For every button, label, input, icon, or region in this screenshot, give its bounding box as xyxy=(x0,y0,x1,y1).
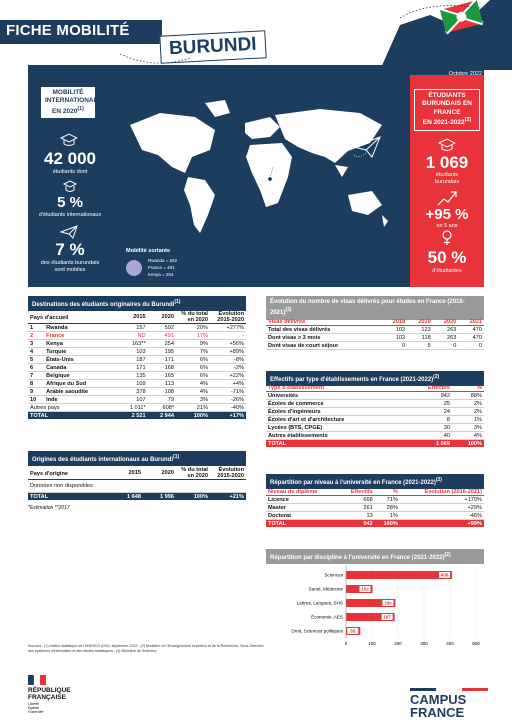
table-cell: 4% xyxy=(452,432,484,440)
no-data-cell: Données non disponibles xyxy=(28,480,246,493)
table-cell: 5 xyxy=(407,342,433,350)
column-header: Type d'établissement xyxy=(266,384,406,392)
table-cell: +17% xyxy=(210,412,246,420)
table-cell: 171 xyxy=(148,356,176,364)
table-cell: Total des visas délivrés xyxy=(266,326,382,334)
paper-plane-icon xyxy=(60,225,78,239)
table-cell: 8 xyxy=(406,416,452,424)
establishments-table-title: Effectifs par type d'établissements en France (2021-2022)$^{(2)}$ xyxy=(266,371,484,386)
table-cell: -8% xyxy=(210,356,246,364)
table-cell: Dont visas de court séjour xyxy=(266,342,382,350)
table-cell: 7 xyxy=(28,372,44,380)
visas-table-title: Évolution du nombre de visas délivrés pour études en France (2018-2021)$^{(3)}$ xyxy=(266,296,484,320)
category-label: Sciences xyxy=(324,572,343,578)
legend-item: France = 491 xyxy=(148,264,175,270)
rf-motto: Liberté xyxy=(28,702,39,706)
table-cell: 1 648 xyxy=(110,493,143,501)
table-cell: 1% xyxy=(452,416,484,424)
table-cell: +89% xyxy=(210,348,246,356)
table-cell: Lycées (BTS, CPGE) xyxy=(266,424,406,432)
globe-icon xyxy=(62,180,78,194)
table-cell: 1% xyxy=(375,512,400,520)
table-cell: 2% xyxy=(452,408,484,416)
table-cell: 1 xyxy=(28,324,44,332)
legend-item: Rwanda = 592 xyxy=(148,258,178,263)
column-header: Pays d'accueil xyxy=(28,310,117,324)
column-header: 2015 xyxy=(117,310,148,324)
table-cell: 28% xyxy=(375,504,400,512)
table-cell: Licence xyxy=(266,496,339,504)
students-in-france-label: ÉTUDIANTS BURUNDAIS EN FRANCE EN 2021-2022$^{(2)}$ xyxy=(414,89,480,131)
table-cell: 592 xyxy=(148,324,176,332)
table-cell: -2% xyxy=(210,364,246,372)
column-header: 2019 xyxy=(407,318,433,326)
category-label: Lettres, Langues, SHS xyxy=(296,600,343,606)
table-cell: Turquie xyxy=(44,348,116,356)
category-label: Économie, AES xyxy=(311,614,343,620)
x-tick-label: 500 xyxy=(472,641,480,646)
table-cell: 118 xyxy=(407,334,433,342)
x-tick-label: 100 xyxy=(368,641,376,646)
column-header: % du total en 2020 xyxy=(176,466,210,480)
table-cell: 6% xyxy=(176,356,210,364)
table-cell: -71% xyxy=(210,388,246,396)
table-cell: 13 xyxy=(339,512,375,520)
column-header: 2020 xyxy=(143,466,176,480)
table-cell: 168 xyxy=(148,364,176,372)
column-header: 2021 xyxy=(458,318,484,326)
column-header: % xyxy=(452,384,484,392)
table-cell: 5 xyxy=(28,356,44,364)
category-label: Santé, Médecine xyxy=(308,586,343,592)
table-cell: 608* xyxy=(148,404,176,412)
legend-title: Mobilité sortante xyxy=(126,248,171,254)
international-students-label: d'étudiants internationaux xyxy=(38,212,102,218)
world-map xyxy=(120,95,400,245)
table-cell: - xyxy=(210,332,246,340)
column-header: Effectifs xyxy=(406,384,452,392)
chart-bar xyxy=(346,571,452,579)
table-cell: 109 xyxy=(117,380,148,388)
table-cell: 40 xyxy=(406,432,452,440)
table-cell: 30 xyxy=(406,424,452,432)
table-cell: -26% xyxy=(210,396,246,404)
establishments-table xyxy=(266,384,484,447)
paper-plane-decoration-icon xyxy=(352,135,382,159)
table-cell: 20% xyxy=(176,324,210,332)
table-cell: 163** xyxy=(117,340,148,348)
table-cell: 100% xyxy=(452,440,484,448)
table-cell: Autres pays xyxy=(28,404,117,412)
table-cell: 195 xyxy=(148,348,176,356)
column-header: 2015 xyxy=(110,466,143,480)
table-cell: +99% xyxy=(400,520,484,528)
column-header: 2018 xyxy=(382,318,408,326)
table-cell: Canada xyxy=(44,364,116,372)
discipline-chart-title: Répartition par discipline à l'université en France (2021-2022)$^{(2)}$ xyxy=(266,549,484,564)
table-cell: 1 069 xyxy=(406,440,452,448)
table-cell: 0 xyxy=(458,342,484,350)
discipline-bar-chart xyxy=(266,562,488,650)
campus-france-logo xyxy=(410,688,488,719)
rf-name-line2: FRANÇAISE xyxy=(28,694,66,701)
table-cell: 2 944 xyxy=(148,412,176,420)
column-header: 2020 xyxy=(433,318,459,326)
table-cell: TOTAL xyxy=(266,440,406,448)
table-cell: Arabie saoudite xyxy=(44,388,116,396)
table-cell: Dont visas > 3 mois xyxy=(266,334,382,342)
mobile-students-label-line2: sont mobiles xyxy=(54,267,86,273)
burundi-marker xyxy=(268,177,272,181)
table-cell: 6% xyxy=(176,372,210,380)
growth-label: en 5 ans xyxy=(436,223,458,229)
table-cell: France xyxy=(44,332,116,340)
destinations-table-title: Destinations des étudiants originaires du Burundi$^{(1)}$ xyxy=(28,296,246,311)
legend-bubble-icon xyxy=(126,260,142,276)
column-header: Niveau de diplôme xyxy=(266,488,339,496)
data-label: 190 xyxy=(384,600,392,606)
table-cell: Écoles d'ingénieurs xyxy=(266,408,406,416)
table-cell: 17% xyxy=(176,332,210,340)
table-cell: +22% xyxy=(210,372,246,380)
table-cell: -40% xyxy=(210,404,246,412)
data-label: 187 xyxy=(383,614,391,620)
table-cell: 71% xyxy=(375,496,400,504)
table-cell: 157 xyxy=(117,324,148,332)
table-cell: 2% xyxy=(452,400,484,408)
table-cell: 4% xyxy=(176,380,210,388)
table-cell: 3% xyxy=(176,396,210,404)
column-header: Visas délivrés xyxy=(266,318,382,326)
table-cell: 123 xyxy=(407,326,433,334)
table-cell: 9 xyxy=(28,388,44,396)
data-label: 102 xyxy=(361,586,369,592)
table-cell: 107 xyxy=(117,396,148,404)
table-cell: 102 xyxy=(382,326,408,334)
table-cell: 100% xyxy=(176,412,210,420)
table-cell: 491 xyxy=(148,332,176,340)
table-cell: 165 xyxy=(148,372,176,380)
destinations-table xyxy=(28,310,246,419)
table-cell: 470 xyxy=(458,326,484,334)
rf-motto: Égalité xyxy=(28,706,39,710)
table-cell: 4% xyxy=(176,388,210,396)
outgoing-mobility-legend xyxy=(126,248,178,277)
table-cell: 3% xyxy=(452,424,484,432)
table-cell: 942 xyxy=(339,520,375,528)
publication-date: Octobre 2022 xyxy=(448,71,482,77)
x-tick-label: 400 xyxy=(446,641,454,646)
table-cell: 1 996 xyxy=(143,493,176,501)
table-cell: 135 xyxy=(117,372,148,380)
data-label: 55 xyxy=(350,628,356,634)
table-cell: 10 xyxy=(28,396,44,404)
column-header: Effectifs xyxy=(339,488,375,496)
column-header: 2020 xyxy=(148,310,176,324)
table-cell: +29% xyxy=(400,504,484,512)
total-students-value: 42 000 xyxy=(44,149,96,168)
table-cell: 100% xyxy=(176,493,210,501)
campus-france-line2: FRANCE xyxy=(410,705,465,720)
table-cell: États-Unis xyxy=(44,356,116,364)
rf-name-line1: RÉPUBLIQUE xyxy=(28,687,71,694)
level-table-title: Répartition par niveau à l'université en France (2021-2022)$^{(2)}$ xyxy=(266,474,484,489)
table-cell: 79 xyxy=(148,396,176,404)
table-cell: ND xyxy=(117,332,148,340)
growth-value: +95 % xyxy=(425,206,469,223)
table-cell: Inde xyxy=(44,396,116,404)
students-in-france-label: étudiants burundais xyxy=(434,172,460,185)
table-cell: Autres établissements xyxy=(266,432,406,440)
mobile-students-label-line1: des étudiants burundais xyxy=(40,260,100,266)
table-cell: 254 xyxy=(148,340,176,348)
column-header: Pays d'origine xyxy=(28,466,110,480)
table-cell: 1 011* xyxy=(117,404,148,412)
origins-table xyxy=(28,466,246,500)
table-cell: 171 xyxy=(117,364,148,372)
column-header: Évolution (2016-2021) xyxy=(400,488,484,496)
table-cell: TOTAL xyxy=(28,412,117,420)
table-footnote: *Estimation **2017 xyxy=(28,505,70,511)
female-students-percent: 50 % xyxy=(427,248,467,267)
origins-table-title: Origines des étudiants internationaux au Burundi$^{(1)}$ xyxy=(28,451,246,466)
table-cell: 113 xyxy=(148,380,176,388)
campus-france-line1: CAMPUS xyxy=(410,692,467,707)
table-cell: TOTAL xyxy=(28,493,110,501)
level-table xyxy=(266,488,484,527)
table-cell: 103 xyxy=(117,348,148,356)
table-cell: 7% xyxy=(176,348,210,356)
table-cell: 100% xyxy=(375,520,400,528)
table-cell: 0 xyxy=(433,342,459,350)
graduation-cap-icon xyxy=(60,133,78,147)
table-cell: 378 xyxy=(117,388,148,396)
table-cell: -46% xyxy=(400,512,484,520)
visas-table xyxy=(266,318,484,350)
column-header: Évolution 2015-2020 xyxy=(210,466,246,480)
table-cell: 3 xyxy=(28,340,44,348)
table-cell: 187 xyxy=(117,356,148,364)
mobile-students-percent: 7 % xyxy=(55,240,85,259)
table-cell: Universités xyxy=(266,392,406,400)
table-cell: +277% xyxy=(210,324,246,332)
table-cell: 88% xyxy=(452,392,484,400)
table-cell: 6 xyxy=(28,364,44,372)
female-students-label: d'étudiantes xyxy=(432,268,462,274)
table-cell: 470 xyxy=(458,334,484,342)
table-cell: +56% xyxy=(210,340,246,348)
international-students-percent: 5 % xyxy=(57,194,83,211)
country-name: BURUNDI xyxy=(159,30,266,63)
table-cell: +21% xyxy=(210,493,246,501)
table-cell: Afrique du Sud xyxy=(44,380,116,388)
table-cell: Écoles de commerce xyxy=(266,400,406,408)
rf-motto: Fraternité xyxy=(28,710,44,714)
sources-note: Sources : (1) Institut statistique de l'UNESCO (ISU), septembre 2022 ; (2) Ministère de l'Enseignement supérieur et de la Recherche, Sous-Direction des systèmes d'information et des études statistiques ; (3) Ministère de l'Intérieur. xyxy=(28,644,264,654)
table-cell: 25 xyxy=(406,400,452,408)
column-header: Évolution 2015-2020 xyxy=(210,310,246,324)
table-cell: 24 xyxy=(406,408,452,416)
category-label: Droit, Sciences politiques xyxy=(291,628,343,634)
students-in-france-value: 1 069 xyxy=(425,153,469,172)
trend-up-icon xyxy=(437,190,457,206)
column-header: % xyxy=(375,488,400,496)
table-cell: Écoles d'art et d'architecture xyxy=(266,416,406,424)
table-cell: 668 xyxy=(339,496,375,504)
page-title: FICHE MOBILITÉ xyxy=(6,22,130,39)
table-cell: 6% xyxy=(176,364,210,372)
table-cell: Doctorat xyxy=(266,512,339,520)
table-cell: Belgique xyxy=(44,372,116,380)
table-cell: 8 xyxy=(28,380,44,388)
table-cell: 2 xyxy=(28,332,44,340)
table-cell: 4 xyxy=(28,348,44,356)
table-cell: 9% xyxy=(176,340,210,348)
table-cell: 102 xyxy=(382,334,408,342)
table-cell: TOTAL xyxy=(266,520,339,528)
international-mobility-label: MOBILITÉ INTERNATIONALE EN 2020$^{(1)}$ xyxy=(40,86,96,119)
table-cell: +4% xyxy=(210,380,246,388)
header-decoration xyxy=(360,0,512,70)
table-cell: 263 xyxy=(433,334,459,342)
data-label: 408 xyxy=(440,572,449,578)
republique-francaise-logo xyxy=(28,675,71,714)
table-cell: 263 xyxy=(433,326,459,334)
table-cell: 0 xyxy=(382,342,408,350)
table-cell: 942 xyxy=(406,392,452,400)
marianne-icon xyxy=(28,675,46,685)
female-symbol-icon xyxy=(441,230,453,246)
table-cell: 21% xyxy=(176,404,210,412)
x-tick-label: 0 xyxy=(344,641,348,646)
table-cell: Kenya xyxy=(44,340,116,348)
x-tick-label: 300 xyxy=(420,641,428,646)
table-cell: Master xyxy=(266,504,339,512)
table-cell: 261 xyxy=(339,504,375,512)
legend-item: Kenya = 254 xyxy=(148,271,174,277)
table-cell: 2 521 xyxy=(117,412,148,420)
table-cell: Rwanda xyxy=(44,324,116,332)
total-students-label: étudiants dont xyxy=(52,169,88,175)
column-header: % du total en 2020 xyxy=(176,310,210,324)
table-cell: +170% xyxy=(400,496,484,504)
graduation-cap-icon xyxy=(438,138,456,152)
x-tick-label: 200 xyxy=(394,641,402,646)
table-cell: 108 xyxy=(148,388,176,396)
